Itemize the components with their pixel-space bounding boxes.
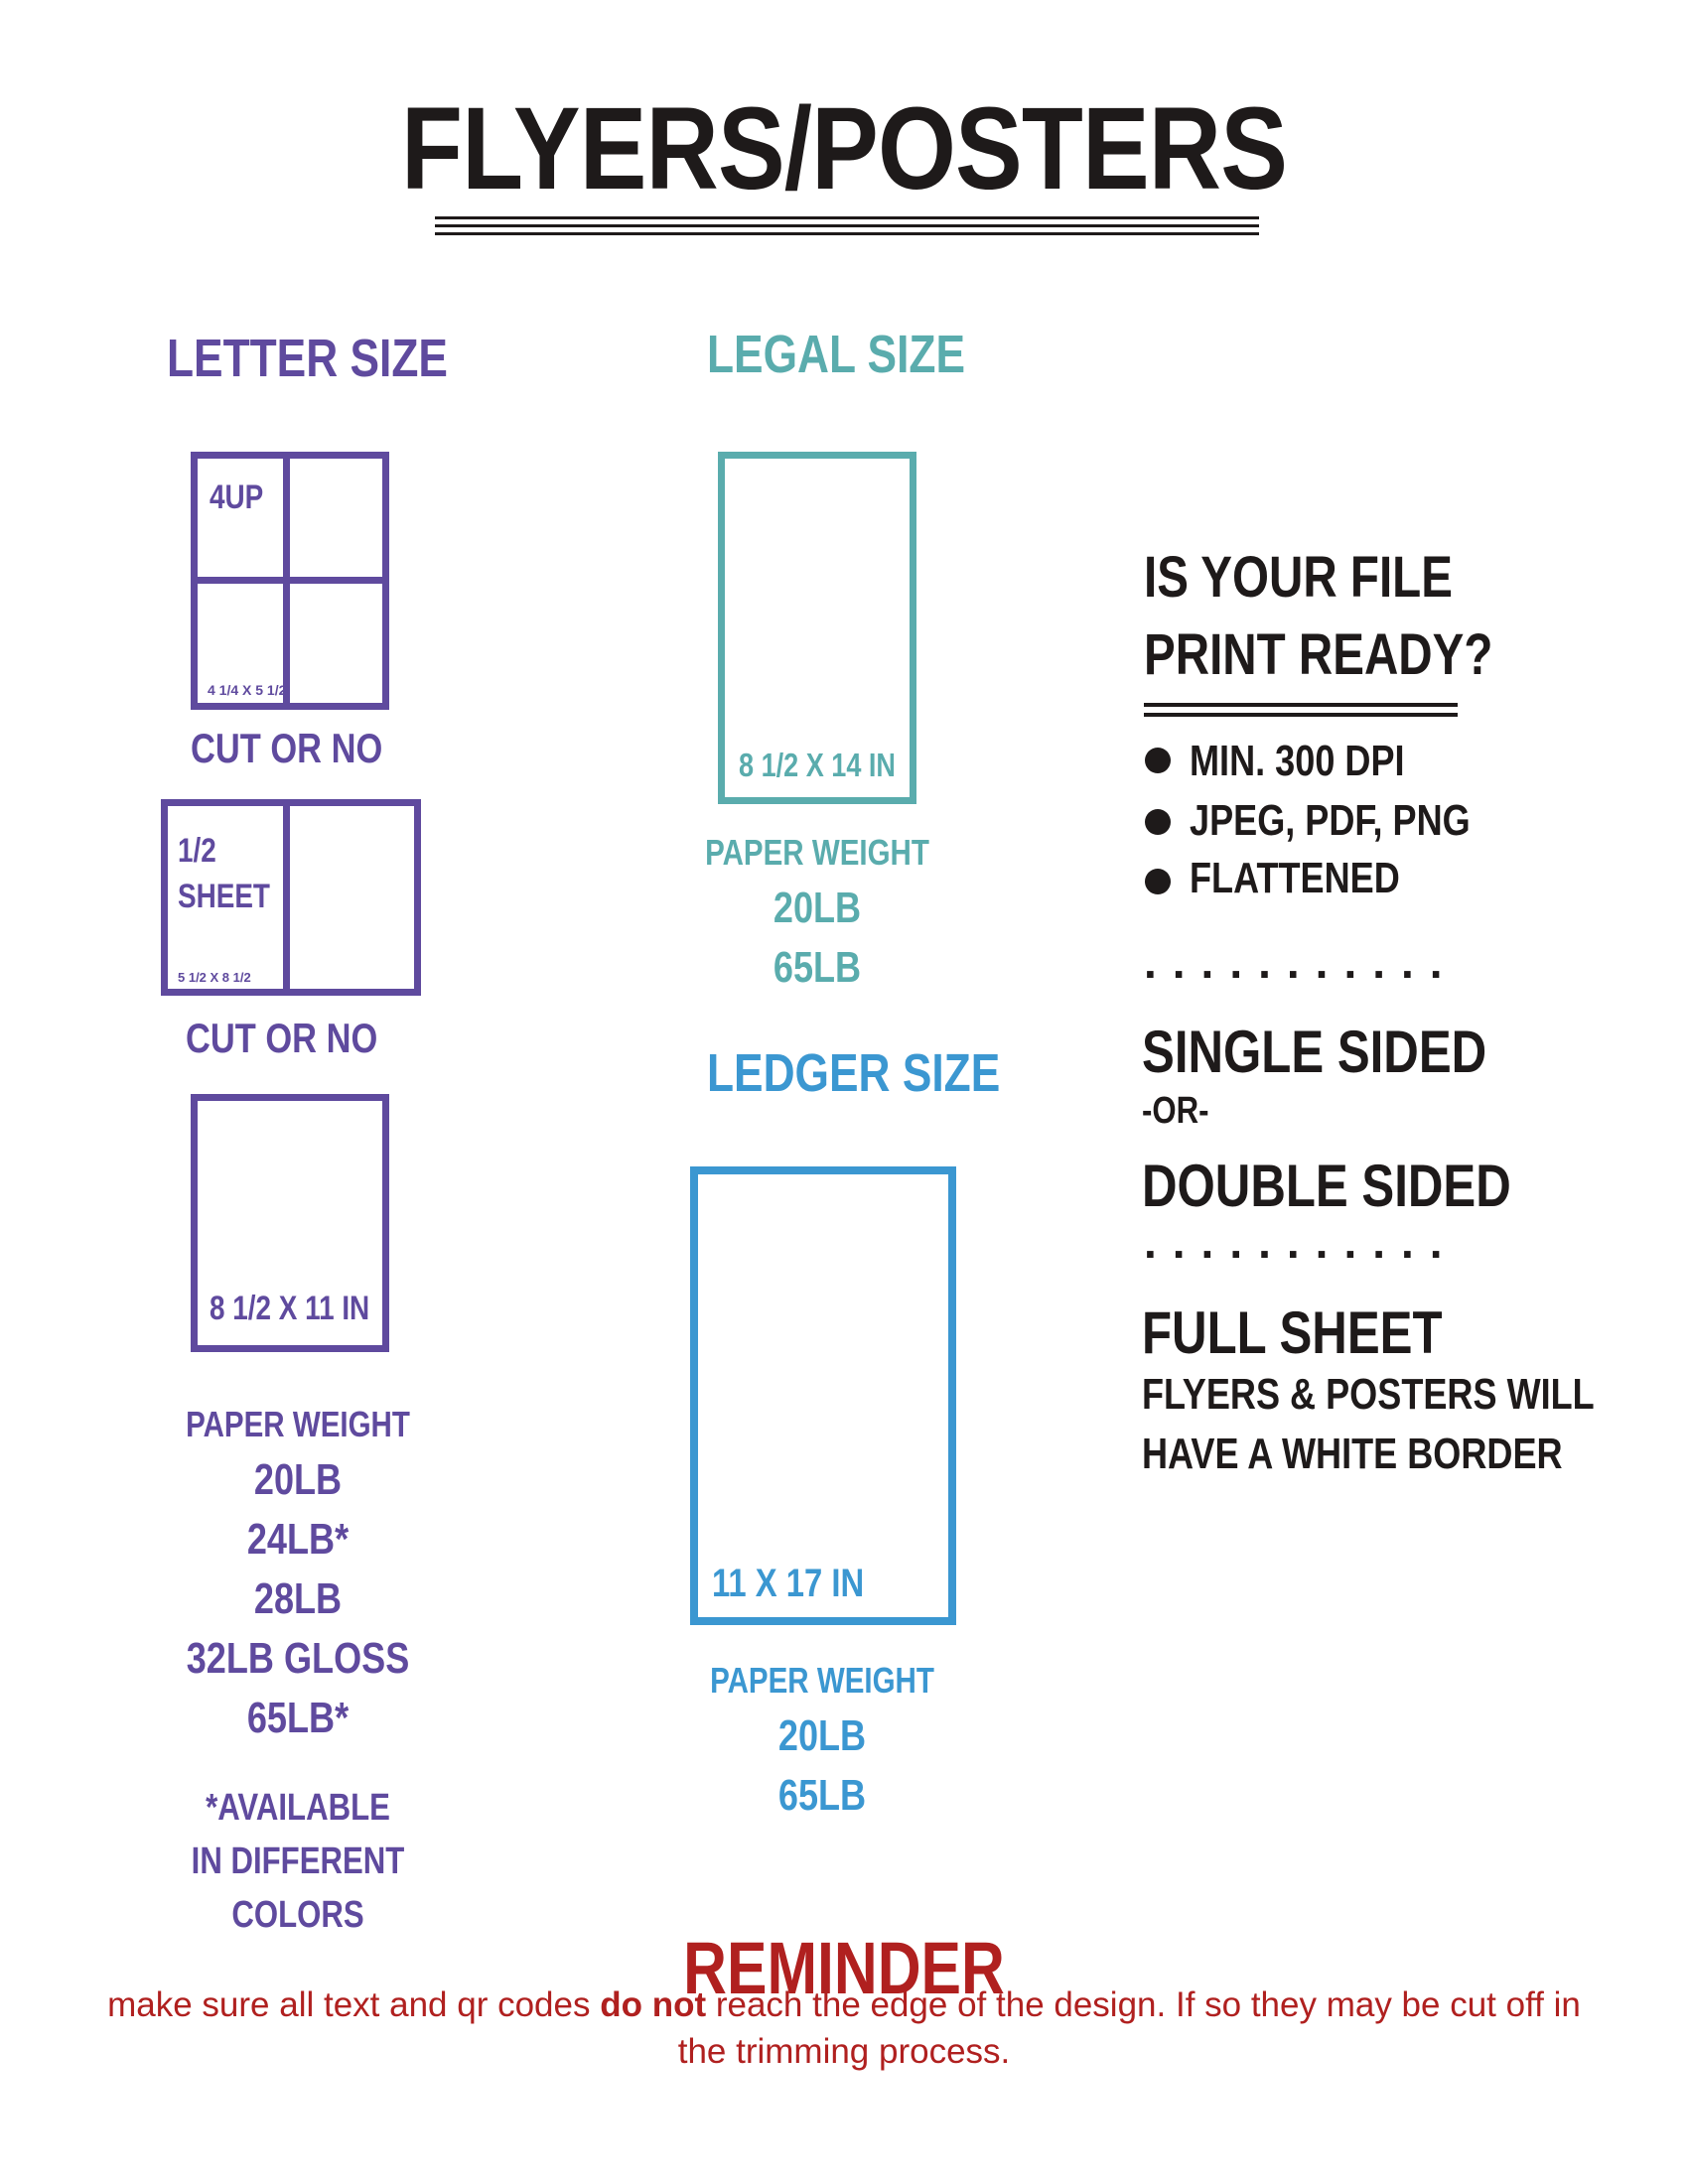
half-sheet-label-line1: 1/2 <box>178 832 216 870</box>
page-title: FLYERS/POSTERS <box>400 83 1288 214</box>
four-up-divider-horizontal <box>198 577 382 584</box>
bullet-icon <box>1145 869 1171 894</box>
half-sheet-dimensions: 5 1/2 X 8 1/2 <box>178 970 251 985</box>
letter-weight-item: 65LB* <box>246 1694 350 1742</box>
print-ready-heading-line2: PRINT READY? <box>1144 622 1493 687</box>
title-underline <box>435 224 1259 227</box>
half-sheet-caption: CUT OR NO <box>186 1015 378 1061</box>
full-sheet-note-line2: HAVE A WHITE BORDER <box>1142 1430 1563 1478</box>
reminder-text-part: make sure all text and qr codes <box>107 1985 601 2024</box>
dotted-separator: ........... <box>1144 1216 1459 1268</box>
full-sheet-heading: FULL SHEET <box>1142 1299 1443 1366</box>
title-underline <box>435 232 1259 235</box>
letter-size-heading: LETTER SIZE <box>167 329 448 388</box>
print-ready-underline <box>1144 713 1458 717</box>
ledger-size-heading: LEDGER SIZE <box>707 1043 1001 1103</box>
letter-paper-weight-label: PAPER WEIGHT <box>186 1404 410 1444</box>
reminder-text-part: reach the edge of the design. If so they may be cut off in the trimming process. <box>677 1985 1581 2071</box>
legal-diagram <box>718 452 916 804</box>
four-up-diagram <box>191 452 389 710</box>
dotted-separator: ........... <box>1144 936 1459 988</box>
four-up-dimensions: 4 1/4 X 5 1/2 <box>208 682 287 698</box>
ledger-paper-weight-label: PAPER WEIGHT <box>710 1660 934 1701</box>
print-ready-heading-line1: IS YOUR FILE <box>1144 545 1453 610</box>
double-sided-option: DOUBLE SIDED <box>1142 1153 1511 1219</box>
or-divider: -OR- <box>1142 1090 1209 1132</box>
color-availability-note: *AVAILABLE <box>206 1787 390 1829</box>
full-sheet-note-line1: FLYERS & POSTERS WILL <box>1142 1370 1595 1419</box>
half-sheet-diagram <box>161 799 421 996</box>
requirement-item: MIN. 300 DPI <box>1190 737 1405 785</box>
title-underline <box>435 216 1259 219</box>
half-sheet-label-line2: SHEET <box>178 878 270 915</box>
four-up-label: 4UP <box>210 478 264 516</box>
letter-full-diagram <box>191 1094 389 1352</box>
ledger-dimensions: 11 X 17 IN <box>712 1562 865 1605</box>
requirement-item: JPEG, PDF, PNG <box>1190 796 1471 845</box>
bullet-icon <box>1145 809 1171 835</box>
legal-dimensions: 8 1/2 X 14 IN <box>739 747 896 783</box>
four-up-caption: CUT OR NO <box>191 725 383 771</box>
legal-size-heading: LEGAL SIZE <box>707 325 965 384</box>
reminder-text <box>99 1981 1589 2075</box>
letter-full-dimensions: 8 1/2 X 11 IN <box>210 1290 370 1327</box>
letter-weight-item: 20LB <box>253 1455 343 1504</box>
color-availability-note: IN DIFFERENT <box>191 1841 405 1882</box>
legal-paper-weight-label: PAPER WEIGHT <box>705 832 929 873</box>
ledger-weight-item: 20LB <box>777 1711 867 1760</box>
legal-weight-item: 65LB <box>773 943 862 992</box>
bullet-icon <box>1145 748 1171 773</box>
letter-weight-item: 32LB GLOSS <box>186 1634 410 1683</box>
color-availability-note: COLORS <box>231 1894 364 1936</box>
requirement-item: FLATTENED <box>1190 854 1400 902</box>
letter-weight-item: 24LB* <box>246 1515 350 1564</box>
print-ready-underline <box>1144 703 1458 707</box>
single-sided-option: SINGLE SIDED <box>1142 1019 1487 1085</box>
ledger-diagram <box>690 1166 956 1625</box>
reminder-heading: REMINDER <box>683 1927 1005 2009</box>
letter-weight-item: 28LB <box>253 1574 343 1623</box>
half-sheet-divider <box>283 806 290 989</box>
legal-weight-item: 20LB <box>773 884 862 932</box>
reminder-emphasis: do not <box>600 1985 707 2024</box>
ledger-weight-item: 65LB <box>777 1771 867 1820</box>
